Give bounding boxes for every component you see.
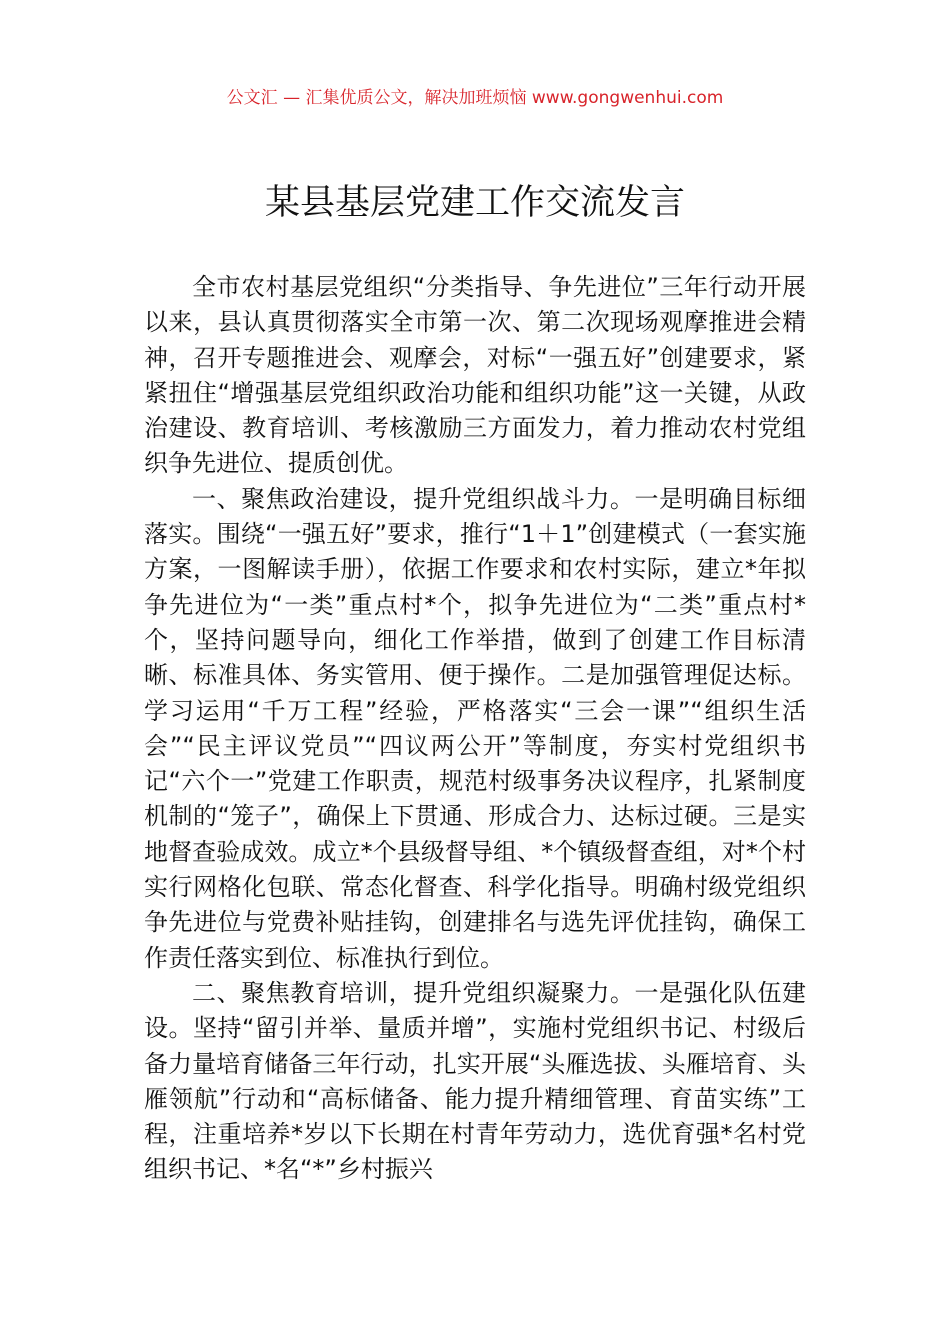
- document-body: [144, 270, 806, 1188]
- document-title: 某县基层党建工作交流发言: [264, 183, 685, 223]
- paragraph-education-training: 二、聚焦教育培训，提升党组织凝聚力。一是强化队伍建设。坚持“留引并举、量质并增”，实施村党组织书记、村级后备力量培育储备三年行动，扎实开展“头雁选拔、头雁培育、头雁领航”行动和“高标储备、能力提升精细管理、育苗实练”工程，注重培养*岁以下长期在村青年劳动力，选优育强*名村党组织书记、*名“*”乡村振兴: [144, 978, 806, 1184]
- paragraph-intro: 全市农村基层党组织“分类指导、争先进位”三年行动开展以来，县认真贯彻落实全市第一次、第二次现场观摩推进会精神，召开专题推进会、观摩会，对标“一强五好”创建要求，紧紧扭住“增强基层党组织政治功能和组织功能”这一关键，从政治建设、教育培训、考核激励三方面发力，着力推动农村党组织争先进位、提质创优。: [144, 273, 806, 478]
- paragraph-political-building: 一、聚焦政治建设，提升党组织战斗力。一是明确目标细落实。围绕“一强五好”要求，推行“1＋1”创建模式（一套实施方案，一图解读手册），依据工作要求和农村实际，建立*年拟争先进位为“一类”重点村*个，拟争先进位为“二类”重点村*个，坚持问题导向，细化工作举措，做到了创建工作目标清晰、标准具体、务实管用、便于操作。二是加强管理促达标。学习运用“千万工程”经验，严格落实“三会一课”“组织生活会”“民主评议党员”“四议两公开”等制度，夯实村党组织书记“六个一”党建工作职责，规范村级事务决议程序，扎紧制度机制的“笼子”，确保上下贯通、形成合力、达标过硬。三是实地督查验成效。成立*个县级督导组、*个镇级督查组，对*个村实行网格化包联、常态化督查、科学化指导。明确村级党组织争先进位与党费补贴挂钩，创建排名与选先评优挂钩，确保工作责任落实到位、标准执行到位。: [144, 484, 806, 972]
- header-banner: 公文汇 — 汇集优质公文，解决加班烦恼 www.gongwenhui.com: [226, 88, 724, 108]
